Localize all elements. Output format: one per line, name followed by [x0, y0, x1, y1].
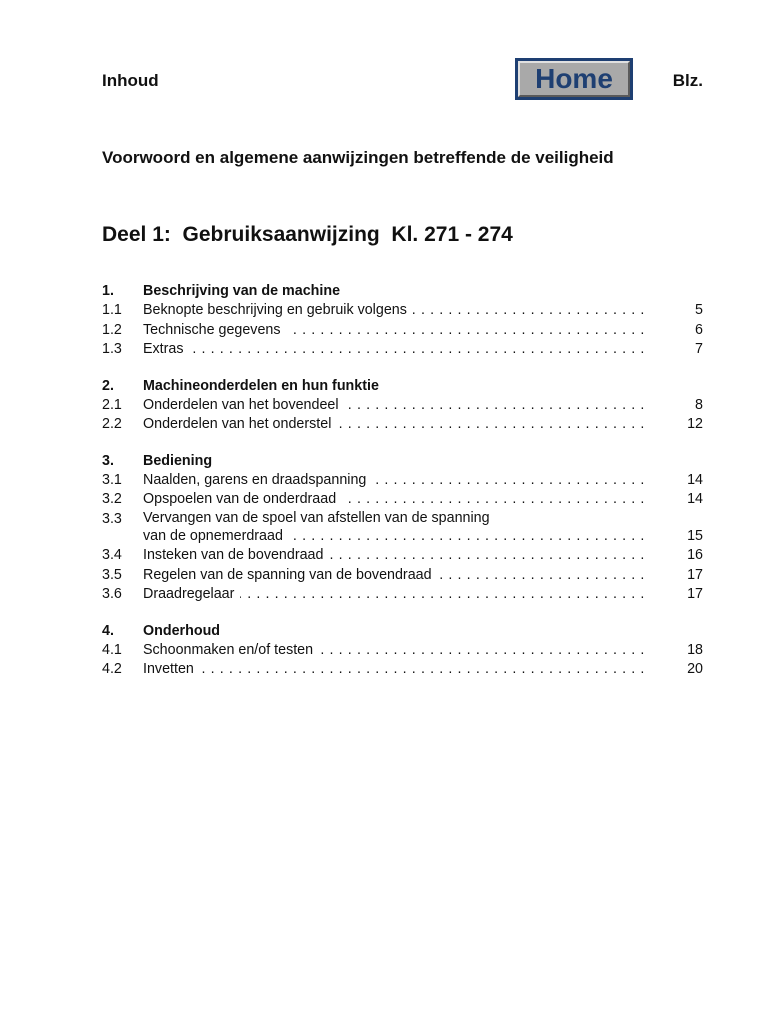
section-number: 1. — [102, 283, 114, 299]
entry-page-number: 17 — [687, 586, 703, 602]
toc-entry[interactable] — [102, 301, 704, 321]
toc-entry[interactable] — [102, 490, 704, 510]
contents-heading: Inhoud — [102, 71, 159, 90]
entry-page-number: 15 — [687, 527, 703, 544]
entry-number: 1.1 — [102, 302, 122, 318]
entry-number: 4.2 — [102, 661, 122, 677]
entry-page-number: 7 — [695, 341, 703, 357]
entry-number: 3.1 — [102, 471, 122, 488]
section-title: Onderhoud — [143, 622, 221, 639]
section-heading[interactable] — [102, 622, 704, 640]
entry-number: 3.6 — [102, 586, 122, 602]
entry-page-number: 12 — [687, 416, 703, 432]
entry-number: 3.4 — [102, 547, 122, 563]
section-title: Machineonderdelen en hun funktie — [143, 377, 379, 394]
toc-section — [102, 622, 704, 680]
entry-page-number: 18 — [687, 641, 703, 658]
entry-title: Insteken van de bovendraad — [143, 547, 329, 563]
home-button[interactable] — [515, 58, 633, 100]
entry-number: 2.1 — [102, 396, 122, 413]
entry-page-number: 16 — [687, 547, 703, 563]
section-number: 2. — [102, 377, 114, 394]
section-heading[interactable] — [102, 377, 704, 395]
entry-title: Schoonmaken en/of testen — [143, 642, 319, 658]
entry-title: Beknopte beschrijving en gebruik volgens — [143, 302, 413, 318]
entry-title: Onderdelen van het bovendeel — [143, 397, 345, 413]
toc-entry[interactable] — [102, 510, 704, 547]
toc-entry[interactable] — [102, 585, 704, 605]
toc-entry[interactable] — [102, 471, 704, 491]
home-button-label: Home — [518, 61, 630, 97]
entry-number: 2.2 — [102, 416, 122, 432]
entry-page-number: 6 — [695, 321, 703, 338]
entry-title: van de opnemerdraad — [143, 528, 289, 544]
entry-title: Naalden, garens en draadspanning — [143, 472, 372, 488]
section-number: 4. — [102, 622, 114, 639]
section-title: Beschrijving van de machine — [143, 283, 341, 299]
entry-page-number: 14 — [687, 471, 703, 488]
entry-title: Extras — [143, 341, 190, 357]
page-column-heading: Blz. — [672, 71, 703, 90]
part-title: Deel 1: Gebruiksaanwijzing Kl. 271 - 274 — [102, 223, 513, 246]
section-title: Bediening — [143, 452, 213, 469]
entry-title: Technische gegevens — [143, 322, 287, 338]
entry-number: 3.2 — [102, 491, 122, 507]
entry-page-number: 20 — [687, 661, 703, 677]
entry-number: 1.2 — [102, 321, 122, 338]
entry-page-number: 8 — [695, 396, 703, 413]
entry-number: 3.5 — [102, 566, 122, 583]
entry-title: Opspoelen van de onderdraad — [143, 491, 342, 507]
entry-title: Onderdelen van het onderstel — [143, 416, 337, 432]
section-number: 3. — [102, 452, 114, 469]
toc-section — [102, 282, 704, 360]
entry-number: 4.1 — [102, 641, 122, 658]
table-of-contents — [102, 282, 704, 697]
toc-entry[interactable] — [102, 566, 704, 586]
toc-entry[interactable] — [102, 546, 704, 566]
toc-section — [102, 377, 704, 435]
toc-entry[interactable] — [102, 641, 704, 661]
toc-section — [102, 452, 704, 605]
entry-page-number: 17 — [687, 566, 703, 583]
section-heading[interactable] — [102, 452, 704, 470]
toc-entry[interactable] — [102, 415, 704, 435]
entry-page-number: 14 — [687, 491, 703, 507]
entry-number: 3.3 — [102, 510, 122, 527]
foreword-link[interactable]: Voorwoord en algemene aanwijzingen betreffende de veiligheid — [102, 148, 614, 167]
section-heading[interactable] — [102, 282, 704, 300]
entry-title: Regelen van de spanning van de bovendraad — [143, 567, 438, 583]
entry-page-number: 5 — [695, 302, 703, 318]
entry-title: Invetten — [143, 661, 200, 677]
entry-number: 1.3 — [102, 341, 122, 357]
entry-title-line: Vervangen van de spoel van afstellen van de spanning — [143, 509, 490, 526]
toc-entry[interactable] — [102, 396, 704, 416]
toc-entry[interactable] — [102, 340, 704, 360]
toc-entry[interactable] — [102, 321, 704, 341]
entry-title: Draadregelaar — [143, 586, 240, 602]
toc-entry[interactable] — [102, 660, 704, 680]
